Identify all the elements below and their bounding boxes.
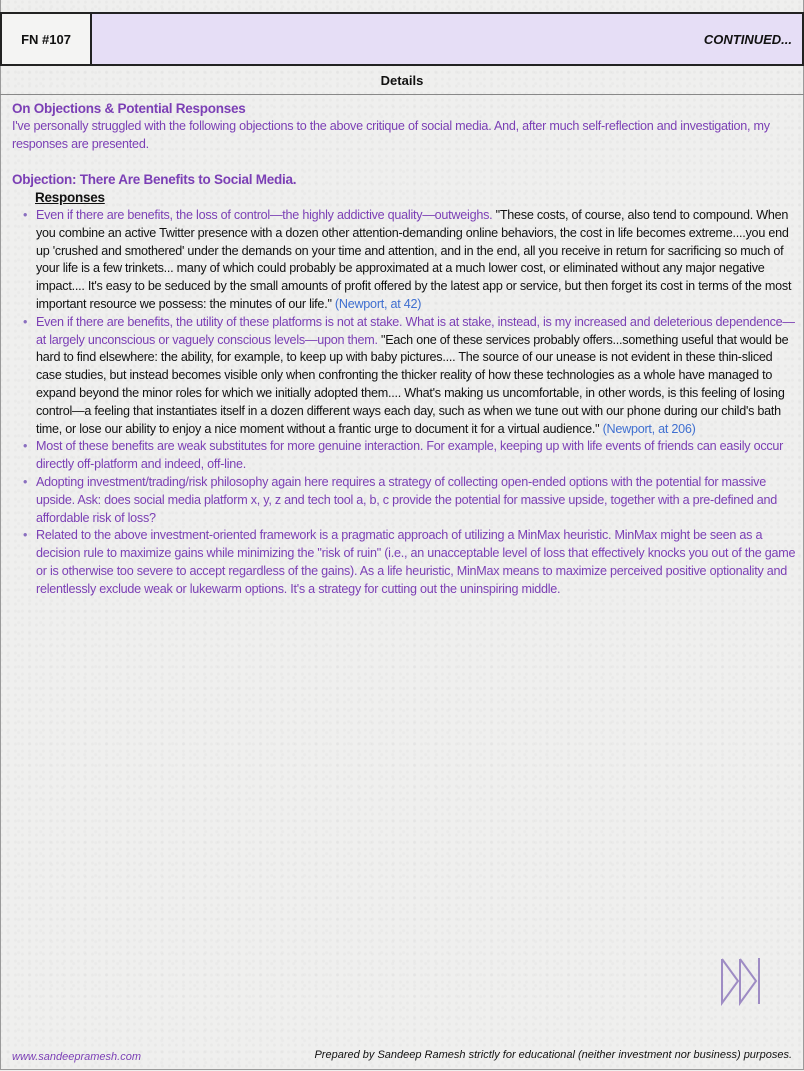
list-item	[36, 474, 796, 527]
continued-label: CONTINUED...	[92, 14, 802, 64]
details-heading: Details	[0, 67, 804, 95]
bullet-point: Even if there are benefits, the utility of these platforms is not at stake. What is at stake, instead, is my increased and deleterious dependence—at largely unconscious or vaguely conscious levels—upon them.	[36, 314, 795, 347]
website-link[interactable]: www.sandeepramesh.com	[12, 1051, 142, 1063]
bullet-point: Most of these benefits are weak substitutes for more genuine interaction. For example, keeping up with life events of friends can easily occur directly off-platform and indeed, off-line.	[36, 439, 784, 472]
bullet-point: Adopting investment/trading/risk philosophy again here requires a strategy of collecting open-ended options with the potential for massive upside. Ask: does social media platform x, y, z and tech tool a, b, c provide the potential for massive upside, together with a pre-defined and affordable risk of loss?	[36, 474, 778, 525]
responses-list	[12, 207, 796, 599]
objection-heading: Objection: There Are Benefits to Social Media.	[12, 172, 297, 188]
content	[12, 100, 796, 599]
skip-forward-icon[interactable]	[720, 957, 780, 1007]
responses-label: Responses	[35, 190, 105, 206]
list-item	[36, 314, 796, 439]
section-intro: I've personally struggled with the following objections to the above critique of social media. And, after much self-reflection and investigation, my responses are presented.	[12, 118, 770, 151]
bullet-quote: "These costs, of course, also tend to compound. When you combine an active Twitter presence with a dozen other attention-demanding online behaviors, the cost in life becomes extreme....you end up 'crushed and smothered' under the demands on your time and attention, and in the end, all you receive in return for sacrificing so much of your life is a few trinkets... many of which could probably be approximated at a much lower cost, or eliminated without any major negative impact.... It's easy to be seduced by the small amounts of profit offered by the latest app or service, but then forget its cost in terms of the most important resource we possess: the minutes of our life."	[36, 207, 792, 311]
list-item	[36, 527, 796, 598]
bullet-citation: (Newport, at 42)	[331, 296, 422, 311]
list-item	[36, 438, 796, 474]
list-item	[36, 207, 796, 314]
bullet-citation: (Newport, at 206)	[599, 421, 696, 436]
bullet-point: Related to the above investment-oriented framework is a pragmatic approach of utilizing a MinMax heuristic. MinMax might be seen as a decision rule to maximize gains while minimizing the "risk of ruin" (i.e., an unacceptable level of loss that effectively knocks you out of the game or is otherwise too severe to accept regardless of the gains). As a life heuristic, MinMax means to maximize perceived positive optionality and relentlessly exclude weak or lukewarm options. It's a strategy for cutting out the uninspiring middle.	[36, 528, 796, 596]
header-bar	[0, 12, 804, 66]
fn-number: FN #107	[2, 14, 92, 64]
bullet-quote: "Each one of these services probably offers...something useful that would be hard to find elsewhere: the ability, for example, to keep up with baby pictures.... The source of our unease is not evident in these thin-sliced case studies, but instead becomes visible only when confronting the thicker reality of how these technologies as a whole have managed to expand beyond the minor roles for which we initially adopted them.... What's making us uncomfortable, in other words, is this feeling of losing control—a feeling that instantiates itself in a dozen different ways each day, such as when we tune out with our phone during our child's bath time, or lose our ability to enjoy a nice moment without a frantic urge to document it for a virtual audience."	[36, 332, 789, 436]
section-title: On Objections & Potential Responses	[12, 101, 246, 116]
bullet-point: Even if there are benefits, the loss of control—the highly addictive quality—outweighs.	[36, 207, 493, 222]
disclaimer: Prepared by Sandeep Ramesh strictly for educational (neither investment nor business) purposes.	[314, 1049, 792, 1061]
